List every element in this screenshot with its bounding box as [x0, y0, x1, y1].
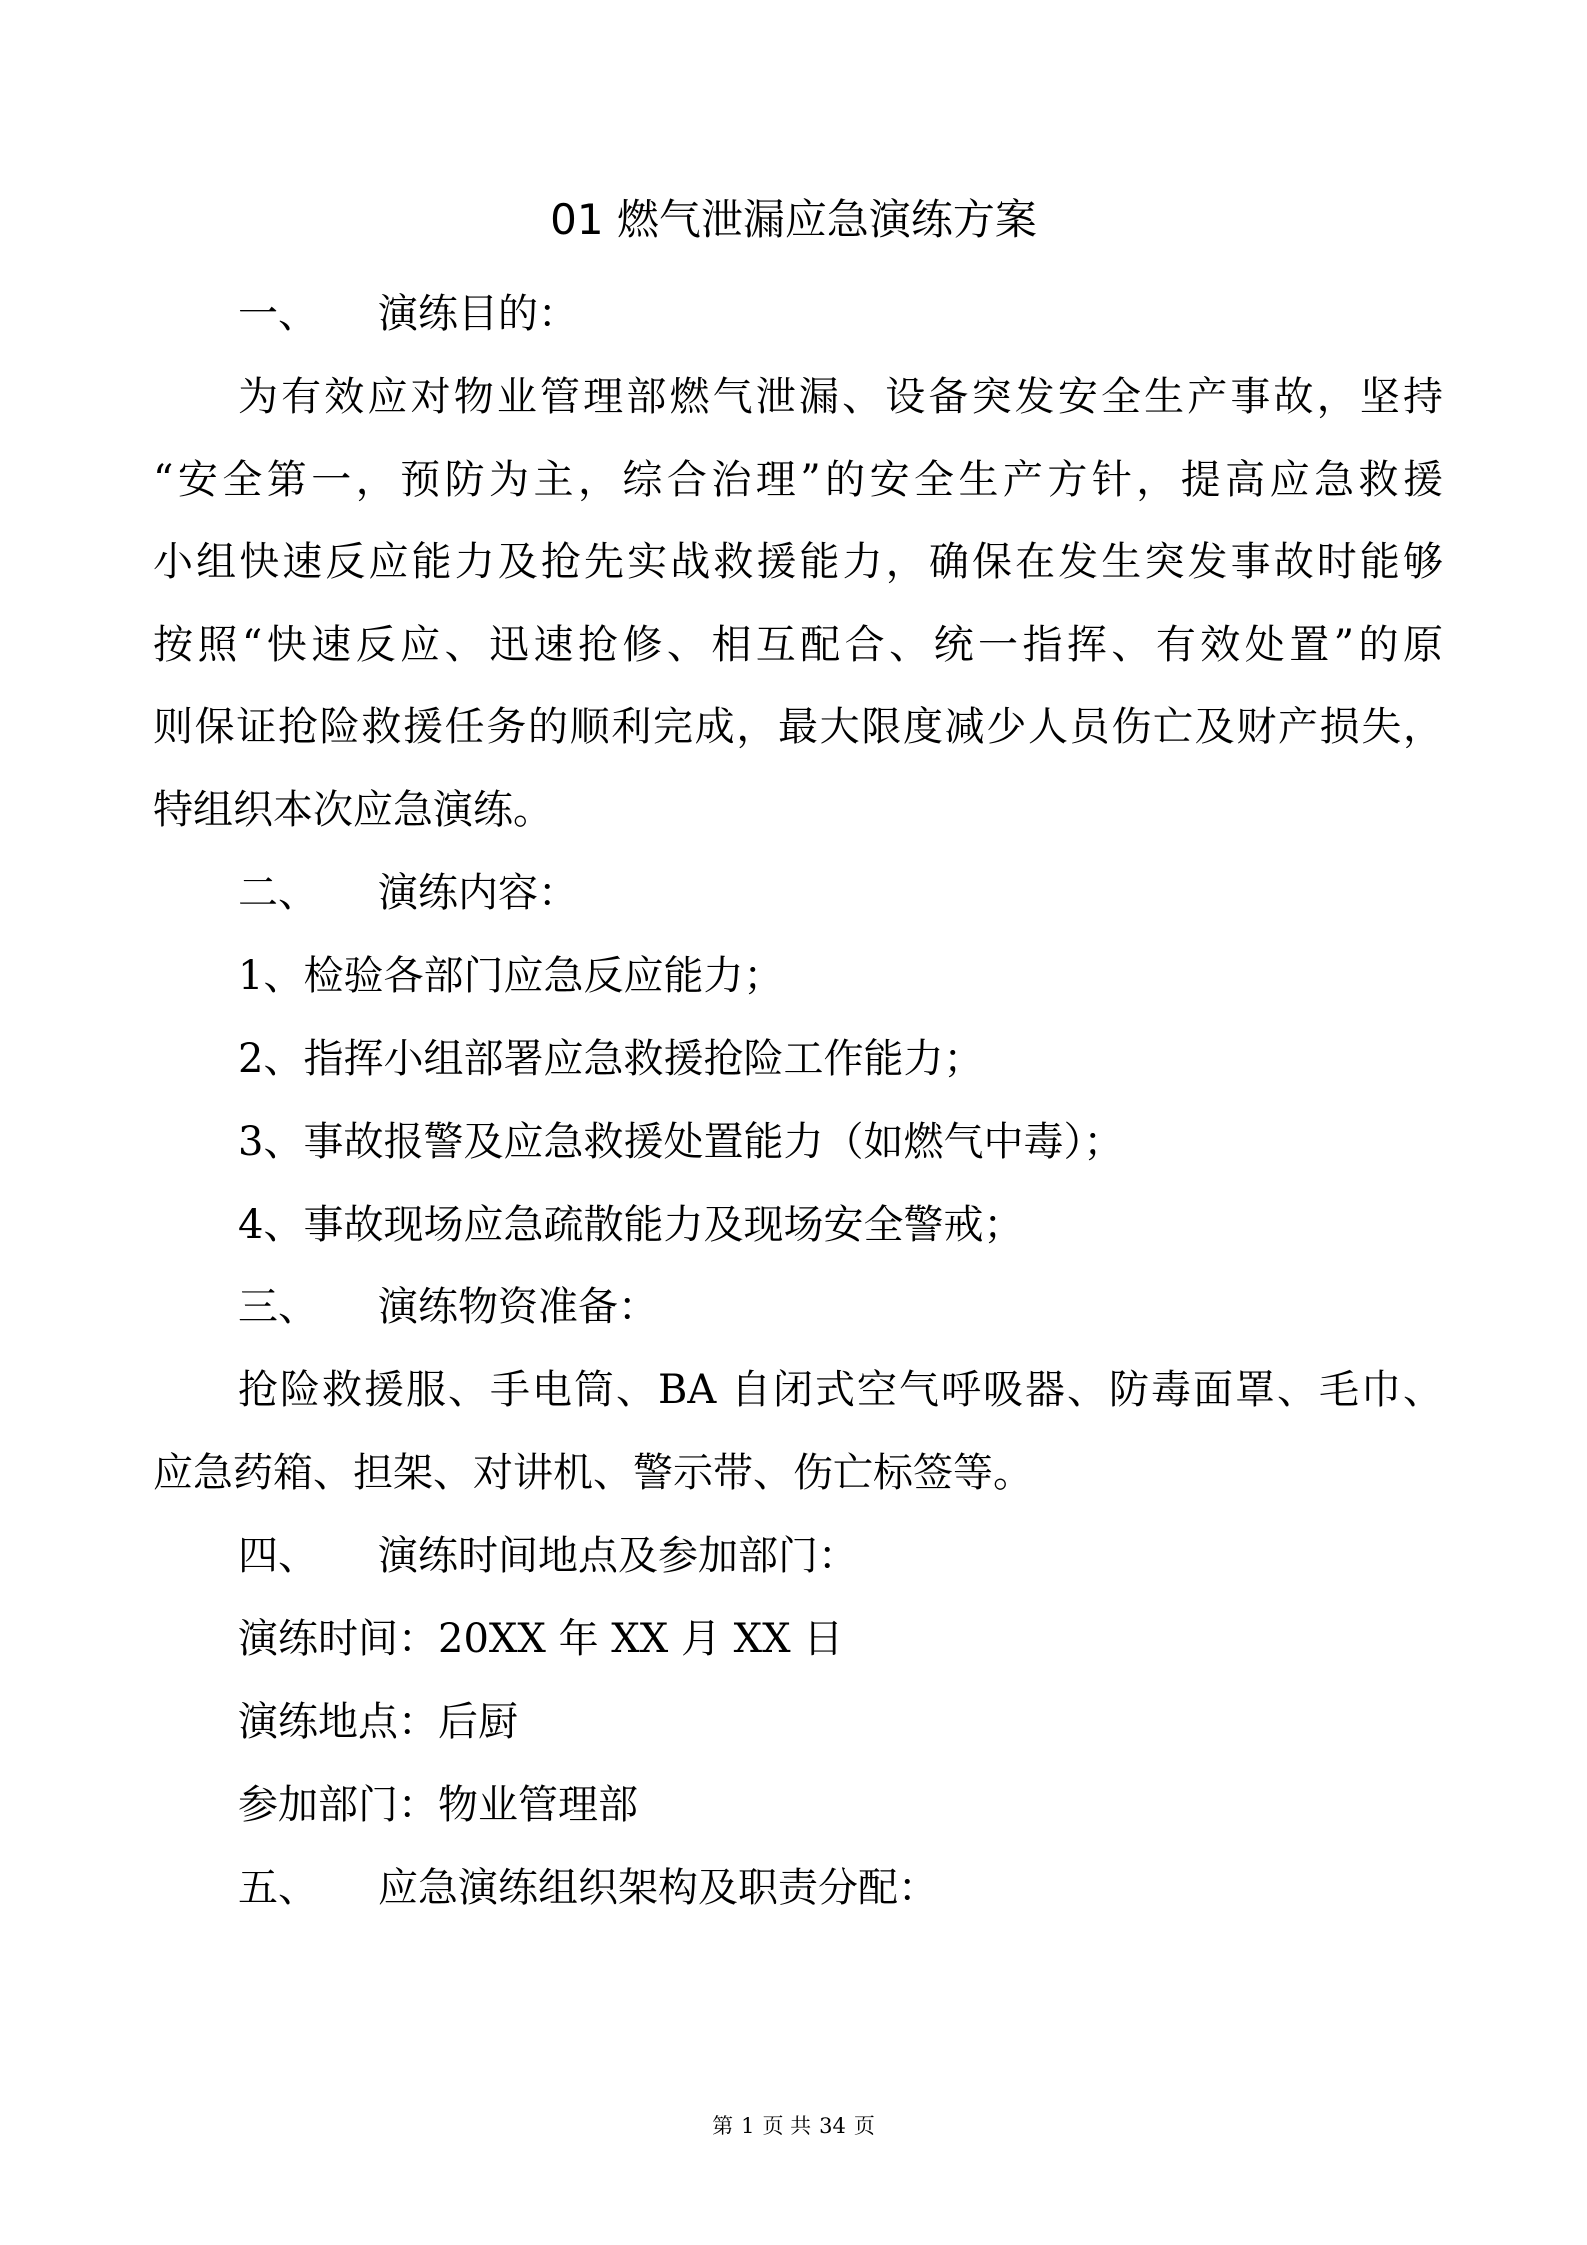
- paragraph-line: 抢险救援服、手电筒、BA 自闭式空气呼吸器、防毒面罩、毛巾、: [238, 1367, 1443, 1413]
- section-heading-1: [238, 287, 1443, 341]
- total-pages: 34: [819, 2114, 846, 2138]
- section-heading-4: [238, 1529, 1443, 1583]
- footer-mid: 页 共: [762, 2114, 812, 2138]
- drill-place: 演练地点：后厨: [238, 1699, 518, 1745]
- footer-prefix: 第: [712, 2114, 734, 2138]
- paragraph-line: “安全第一，预防为主，综合治理”的安全生产方针，提高应急救援: [153, 457, 1443, 503]
- page-footer: [0, 2112, 1587, 2140]
- paragraph-line: 应急药箱、担架、对讲机、警示带、伤亡标签等。: [153, 1450, 1033, 1496]
- paragraph-line: 小组快速反应能力及抢先实战救援能力，确保在发生突发事故时能够: [153, 539, 1443, 585]
- section-title: 演练内容：: [378, 870, 578, 916]
- page-number: 1: [741, 2114, 755, 2138]
- section-number: 四、: [238, 1533, 318, 1579]
- section-number: 五、: [238, 1865, 318, 1911]
- list-item: 4、事故现场应急疏散能力及现场安全警戒；: [238, 1202, 1024, 1248]
- section-heading-2: [238, 866, 1443, 920]
- section-title: 演练目的：: [378, 291, 578, 337]
- list-item: 1、检验各部门应急反应能力；: [238, 953, 784, 999]
- paragraph-line: 为有效应对物业管理部燃气泄漏、设备突发安全生产事故，坚持: [238, 374, 1443, 420]
- list-item: 3、事故报警及应急救援处置能力（如燃气中毒）；: [238, 1119, 1124, 1165]
- section-number: 二、: [238, 870, 318, 916]
- section-heading-5: [238, 1861, 1443, 1915]
- drill-time: 演练时间：20XX 年 XX 月 XX 日: [238, 1616, 844, 1662]
- drill-department: 参加部门：物业管理部: [238, 1782, 638, 1828]
- list-item: 2、指挥小组部署应急救援抢险工作能力；: [238, 1036, 984, 1082]
- section-number: 三、: [238, 1284, 318, 1330]
- section-heading-3: [238, 1280, 1443, 1334]
- paragraph-line: 按照“快速反应、迅速抢修、相互配合、统一指挥、有效处置”的原: [153, 622, 1443, 668]
- section-title: 应急演练组织架构及职责分配：: [378, 1865, 938, 1911]
- document-title: 01 燃气泄漏应急演练方案: [550, 195, 1037, 244]
- section-number: 一、: [238, 291, 318, 337]
- section-title: 演练物资准备：: [378, 1284, 658, 1330]
- footer-suffix: 页: [853, 2114, 875, 2138]
- paragraph-line: 则保证抢险救援任务的顺利完成，最大限度减少人员伤亡及财产损失，: [153, 704, 1443, 750]
- section-title: 演练时间地点及参加部门：: [378, 1533, 858, 1579]
- paragraph-line: 特组织本次应急演练。: [153, 787, 553, 833]
